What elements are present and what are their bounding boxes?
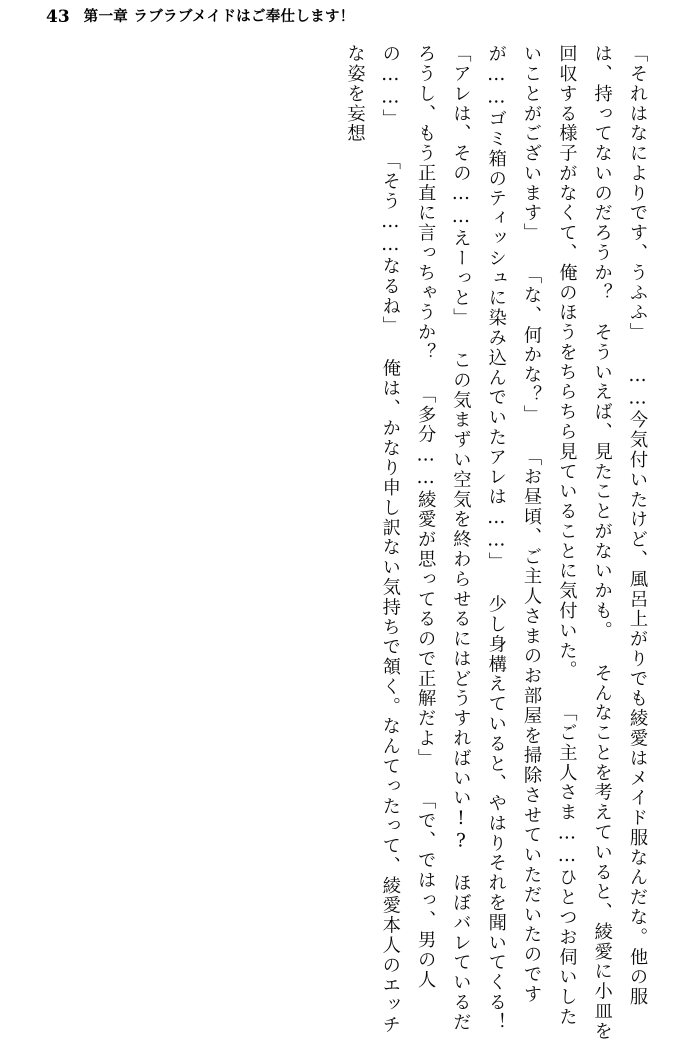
vertical-body-text: 「それはなによりです、うふふ」 ……今気付いたけど、風呂上がりでも綾愛はメイド服なんだな。他の服は、持ってないのだろうか？ そういえば、見たことがないかも。 そんなことを考えていると、綾愛に小皿を回収する様子がなくて、俺のほうをちらちら見ていることに気付いた。 「ご主人さま……ひとつお伺いしたいことがございます」 「な、何かな？」 「お昼頃、ご主人さまのお部屋を掃除させていただいたのですが……ゴミ箱のティッシュに染み込んでいたアレは……」 少し身構えていると、やはりそれを聞いてくる！ 「アレは、その……えーっと」 この気まずい空気を終わらせるにはどうすればいい!? ほぼバレているだろうし、もう正直に言っちゃうか？ 「多分……綾愛が思ってるので正解だよ」 「で、ではっ、男の人の……」 「そう……なるね」 俺は、かなり申し訳ない気持ちで頷く。なんてったって、綾愛本人のエッチな姿を妄想 bbox=[344, 44, 648, 1042]
page-header bbox=[0, 0, 679, 34]
page-number: 43 bbox=[46, 6, 70, 27]
chapter-title: 第一章 ラブラブメイドはご奉仕します！ bbox=[83, 7, 355, 25]
body-text-area bbox=[24, 44, 655, 1044]
